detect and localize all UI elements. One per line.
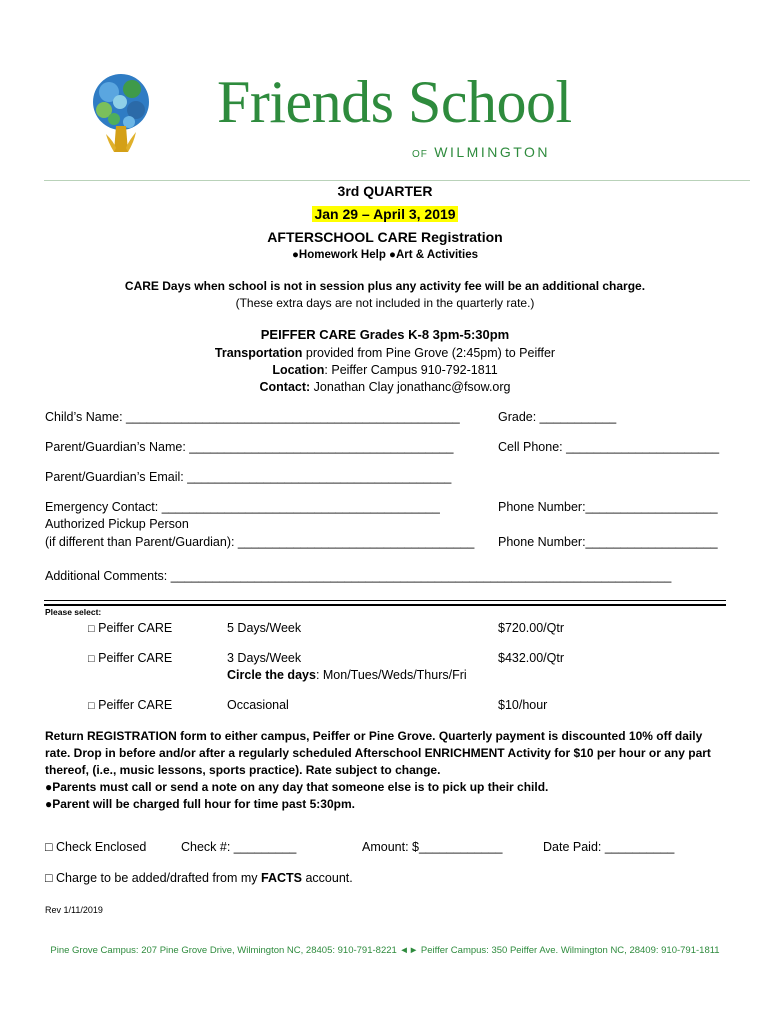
care-days-note: CARE Days when school is not in session plus any activity fee will be an additional charge.: [124, 279, 646, 293]
charge-facts-checkbox[interactable]: [45, 871, 353, 885]
date-paid-field[interactable]: Date Paid: __________: [543, 840, 675, 854]
option-5day-checkbox[interactable]: [88, 621, 172, 635]
transportation-line: [0, 346, 770, 360]
child-name-field[interactable]: Child’s Name: ________________________________________________: [45, 410, 460, 424]
option-occasional-freq: Occasional: [227, 698, 289, 712]
option-3day-freq: 3 Days/Week: [227, 651, 302, 665]
extra-days-note: (These extra days are not included in the quarterly rate.): [235, 296, 535, 310]
logo-place: WILMINGTON: [434, 144, 551, 160]
option-name: Peiffer CARE: [98, 651, 173, 665]
option-name: Peiffer CARE: [98, 698, 173, 712]
cell-phone-field[interactable]: Cell Phone: ______________________: [498, 440, 720, 454]
section-divider-top: [44, 600, 726, 601]
school-name-logo: Friends School: [217, 69, 572, 135]
location-line: [0, 363, 770, 377]
option-5day-price: $720.00/Qtr: [498, 621, 565, 635]
contact-label: Contact:: [259, 380, 311, 394]
circle-days-options: : Mon/Tues/Weds/Thurs/Fri: [315, 668, 467, 682]
pickup-person-label: Authorized Pickup Person: [45, 517, 189, 531]
option-occasional-checkbox[interactable]: [88, 698, 172, 712]
program-heading: PEIFFER CARE Grades K-8 3pm-5:30pm: [260, 327, 510, 342]
quarter-title: 3rd QUARTER: [337, 183, 433, 199]
option-name: Peiffer CARE: [98, 621, 173, 635]
option-5day-freq: 5 Days/Week: [227, 621, 302, 635]
location-text: : Peiffer Campus 910-792-1811: [324, 363, 498, 377]
campus-footer: Pine Grove Campus: 207 Pine Grove Drive, Wilmington NC, 28405: 910-791-8221 ◄► Peiffer Campus: 350 Peiffer Ave. Wilmington NC, 28409: 910-791-1811: [50, 945, 720, 956]
school-location-logo: [412, 144, 550, 160]
contact-text: Jonathan Clay jonathanc@fsow.org: [310, 380, 511, 394]
section-divider-bottom: [44, 604, 726, 606]
transportation-label: Transportation: [214, 346, 303, 360]
circle-days-label: Circle the days: [227, 668, 316, 682]
registration-title: AFTERSCHOOL CARE Registration: [267, 229, 503, 245]
revision-date: Rev 1/11/2019: [45, 905, 103, 915]
parent-email-field[interactable]: Parent/Guardian’s Email: ______________________________________: [45, 470, 452, 484]
check-enclosed-checkbox[interactable]: □ Check Enclosed: [45, 840, 147, 854]
option-3day-price: $432.00/Qtr: [498, 651, 565, 665]
header-divider: [44, 180, 750, 181]
charge-pre: □ Charge to be added/drafted from my: [45, 871, 261, 885]
emergency-contact-field[interactable]: Emergency Contact: ________________________________________: [45, 500, 440, 514]
check-number-field[interactable]: Check #: _________: [181, 840, 297, 854]
logo-of: OF: [412, 149, 428, 160]
parent-name-field[interactable]: Parent/Guardian’s Name: ______________________________________: [45, 440, 454, 454]
pickup-person-field[interactable]: (if different than Parent/Guardian): __________________________________: [45, 535, 475, 549]
charge-post: account.: [301, 871, 353, 885]
transportation-text: provided from Pine Grove (2:45pm) to Peiffer: [302, 346, 556, 360]
tree-logo-icon: [84, 72, 158, 158]
emergency-phone-field[interactable]: Phone Number:___________________: [498, 500, 718, 514]
quarter-dates: [0, 206, 770, 222]
please-select-label: Please select:: [45, 607, 102, 617]
comments-field[interactable]: Additional Comments: ________________________________________________________________________: [45, 569, 672, 583]
circle-days-line[interactable]: [227, 668, 467, 682]
checkbox-icon: □: [88, 623, 95, 635]
option-3day-checkbox[interactable]: [88, 651, 172, 665]
features-line: ●Homework Help ●Art & Activities: [291, 249, 478, 261]
checkbox-icon: □: [88, 653, 95, 665]
amount-field[interactable]: Amount: $____________: [362, 840, 503, 854]
policy-line-4: ●Parents must call or send a note on any day that someone else is to pick up their child.: [45, 780, 549, 794]
checkbox-icon: □: [88, 700, 95, 712]
pickup-phone-field[interactable]: Phone Number:___________________: [498, 535, 718, 549]
dates-highlight: Jan 29 – April 3, 2019: [314, 206, 456, 222]
contact-line: [0, 380, 770, 394]
grade-field[interactable]: Grade: ___________: [498, 410, 617, 424]
policy-line-2: rate. Drop in before and/or after a regularly scheduled Afterschool ENRICHMENT Activity for $10 per hour or any part: [45, 746, 711, 760]
policy-line-1: Return REGISTRATION form to either campus, Peiffer or Pine Grove. Quarterly payment is discounted 10% off daily: [45, 729, 703, 743]
location-label: Location: [272, 363, 325, 377]
policy-line-3: thereof, (i.e., music lessons, sports practice). Rate subject to change.: [45, 763, 441, 777]
policy-line-5: ●Parent will be charged full hour for time past 5:30pm.: [45, 797, 355, 811]
option-occasional-price: $10/hour: [498, 698, 548, 712]
facts-label: FACTS: [261, 871, 302, 885]
